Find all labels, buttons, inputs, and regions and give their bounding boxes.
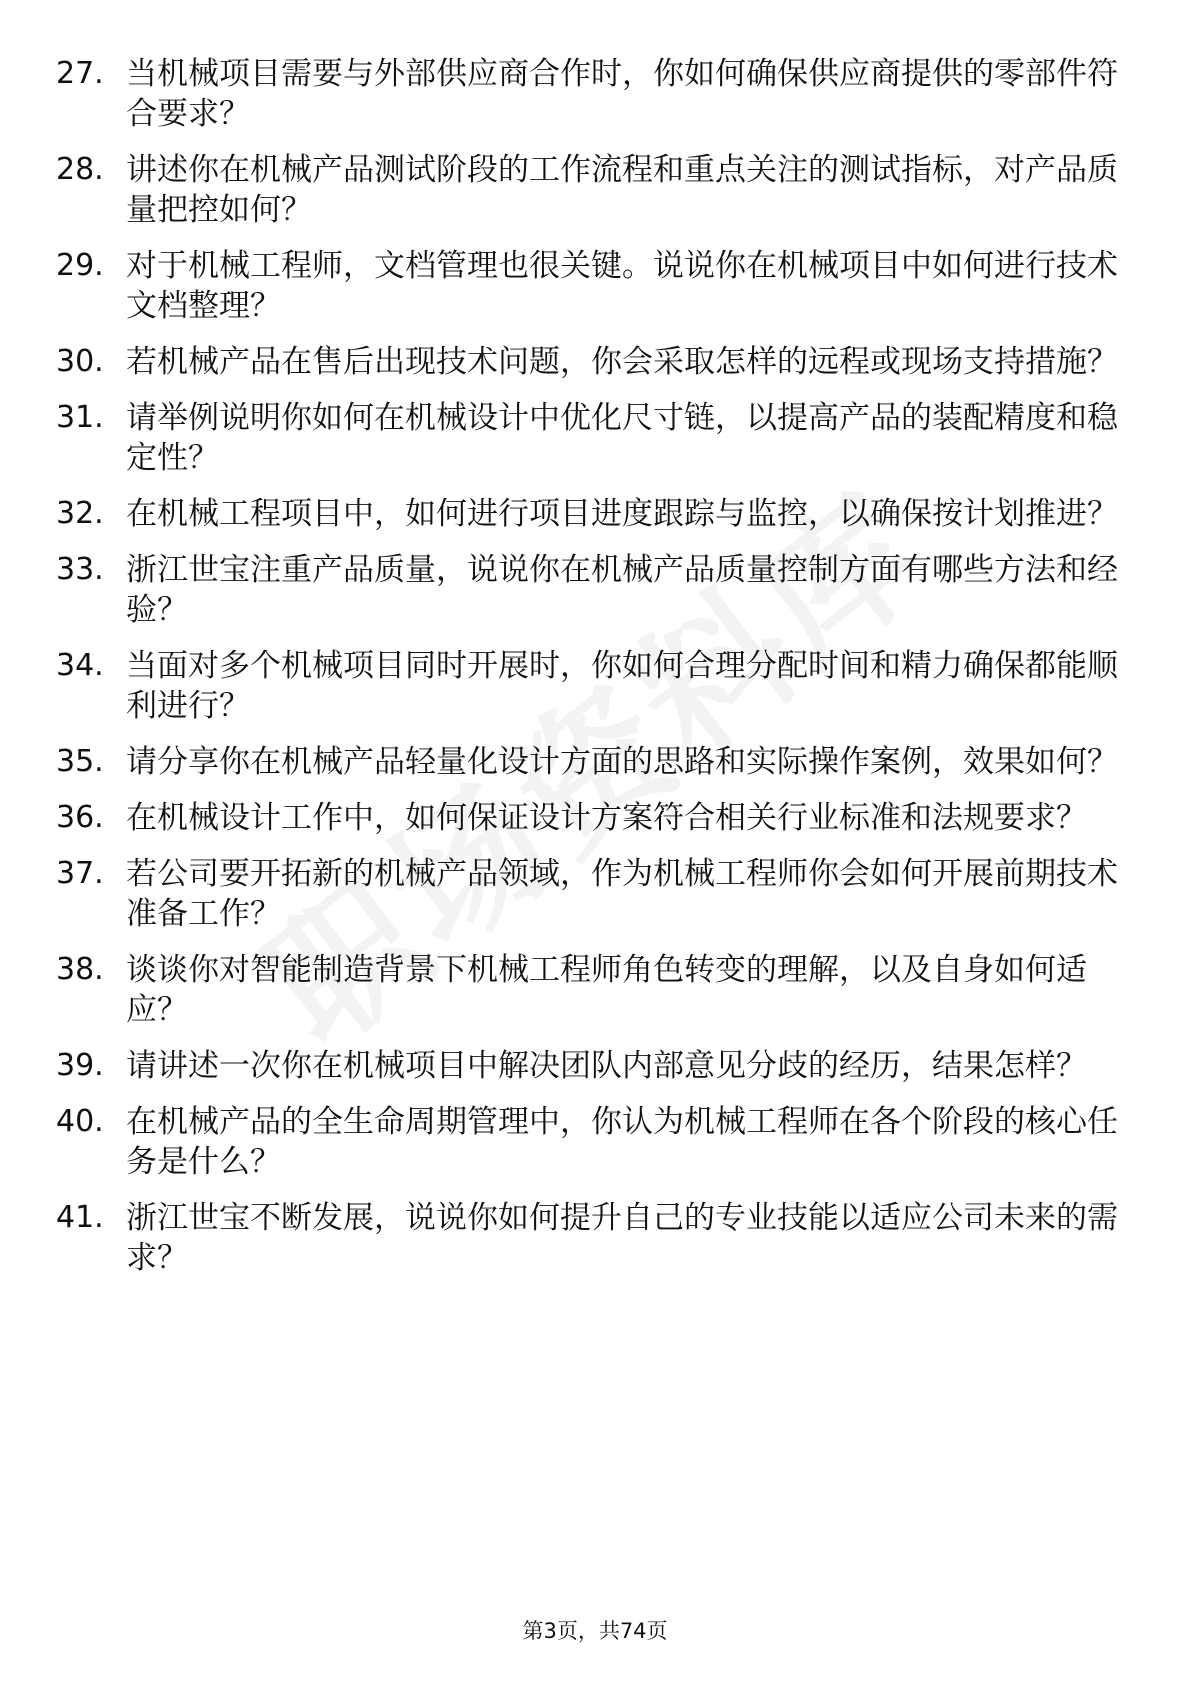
- question-item: [56, 550, 1136, 630]
- question-item: [56, 798, 1136, 838]
- question-text: 对于机械工程师，文档管理也很关键。说说你在机械项目中如何进行技术文档整理？: [126, 248, 1118, 324]
- question-text: 谈谈你对智能制造背景下机械工程师角色转变的理解，以及自身如何适应？: [126, 952, 1087, 1028]
- question-text: 请分享你在机械产品轻量化设计方面的思路和实际操作案例，效果如何？: [126, 744, 1118, 780]
- question-item: [56, 494, 1136, 534]
- question-text: 在机械设计工作中，如何保证设计方案符合相关行业标准和法规要求？: [126, 800, 1087, 836]
- question-item: [56, 342, 1136, 382]
- question-number: 35.: [56, 744, 104, 779]
- question-item: [56, 950, 1136, 1030]
- question-item: [56, 246, 1136, 326]
- question-text: 若公司要开拓新的机械产品领域，作为机械工程师你会如何开展前期技术准备工作？: [126, 856, 1118, 932]
- question-number: 27.: [56, 56, 104, 91]
- question-list: [56, 54, 1136, 1294]
- question-number: 41.: [56, 1200, 104, 1235]
- question-item: [56, 398, 1136, 478]
- question-item: [56, 54, 1136, 134]
- question-text: 在机械工程项目中，如何进行项目进度跟踪与监控，以确保按计划推进？: [126, 496, 1118, 532]
- question-number: 34.: [56, 648, 104, 683]
- question-number: 38.: [56, 952, 104, 987]
- question-item: [56, 1198, 1136, 1278]
- page-number: 第3页，共74页: [522, 1619, 668, 1643]
- question-item: [56, 742, 1136, 782]
- question-number: 39.: [56, 1048, 104, 1083]
- question-number: 37.: [56, 856, 104, 891]
- question-number: 30.: [56, 344, 104, 379]
- question-text: 在机械产品的全生命周期管理中，你认为机械工程师在各个阶段的核心任务是什么？: [126, 1104, 1118, 1180]
- question-item: [56, 854, 1136, 934]
- question-number: 32.: [56, 496, 104, 531]
- page-footer: [0, 1615, 1190, 1645]
- question-number: 31.: [56, 400, 104, 435]
- question-number: 29.: [56, 248, 104, 283]
- question-text: 当面对多个机械项目同时开展时，你如何合理分配时间和精力确保都能顺利进行？: [126, 648, 1118, 724]
- question-text: 浙江世宝注重产品质量，说说你在机械产品质量控制方面有哪些方法和经验？: [126, 552, 1118, 628]
- question-text: 浙江世宝不断发展，说说你如何提升自己的专业技能以适应公司未来的需求？: [126, 1200, 1118, 1276]
- question-item: [56, 1046, 1136, 1086]
- question-item: [56, 646, 1136, 726]
- question-text: 讲述你在机械产品测试阶段的工作流程和重点关注的测试指标，对产品质量把控如何？: [126, 152, 1118, 228]
- question-number: 40.: [56, 1104, 104, 1139]
- question-text: 请讲述一次你在机械项目中解决团队内部意见分歧的经历，结果怎样？: [126, 1048, 1087, 1084]
- question-number: 28.: [56, 152, 104, 187]
- question-item: [56, 1102, 1136, 1182]
- question-item: [56, 150, 1136, 230]
- question-text: 当机械项目需要与外部供应商合作时，你如何确保供应商提供的零部件符合要求？: [126, 56, 1118, 132]
- question-number: 36.: [56, 800, 104, 835]
- question-text: 请举例说明你如何在机械设计中优化尺寸链，以提高产品的装配精度和稳定性？: [126, 400, 1118, 476]
- question-text: 若机械产品在售后出现技术问题，你会采取怎样的远程或现场支持措施？: [126, 344, 1118, 380]
- question-number: 33.: [56, 552, 104, 587]
